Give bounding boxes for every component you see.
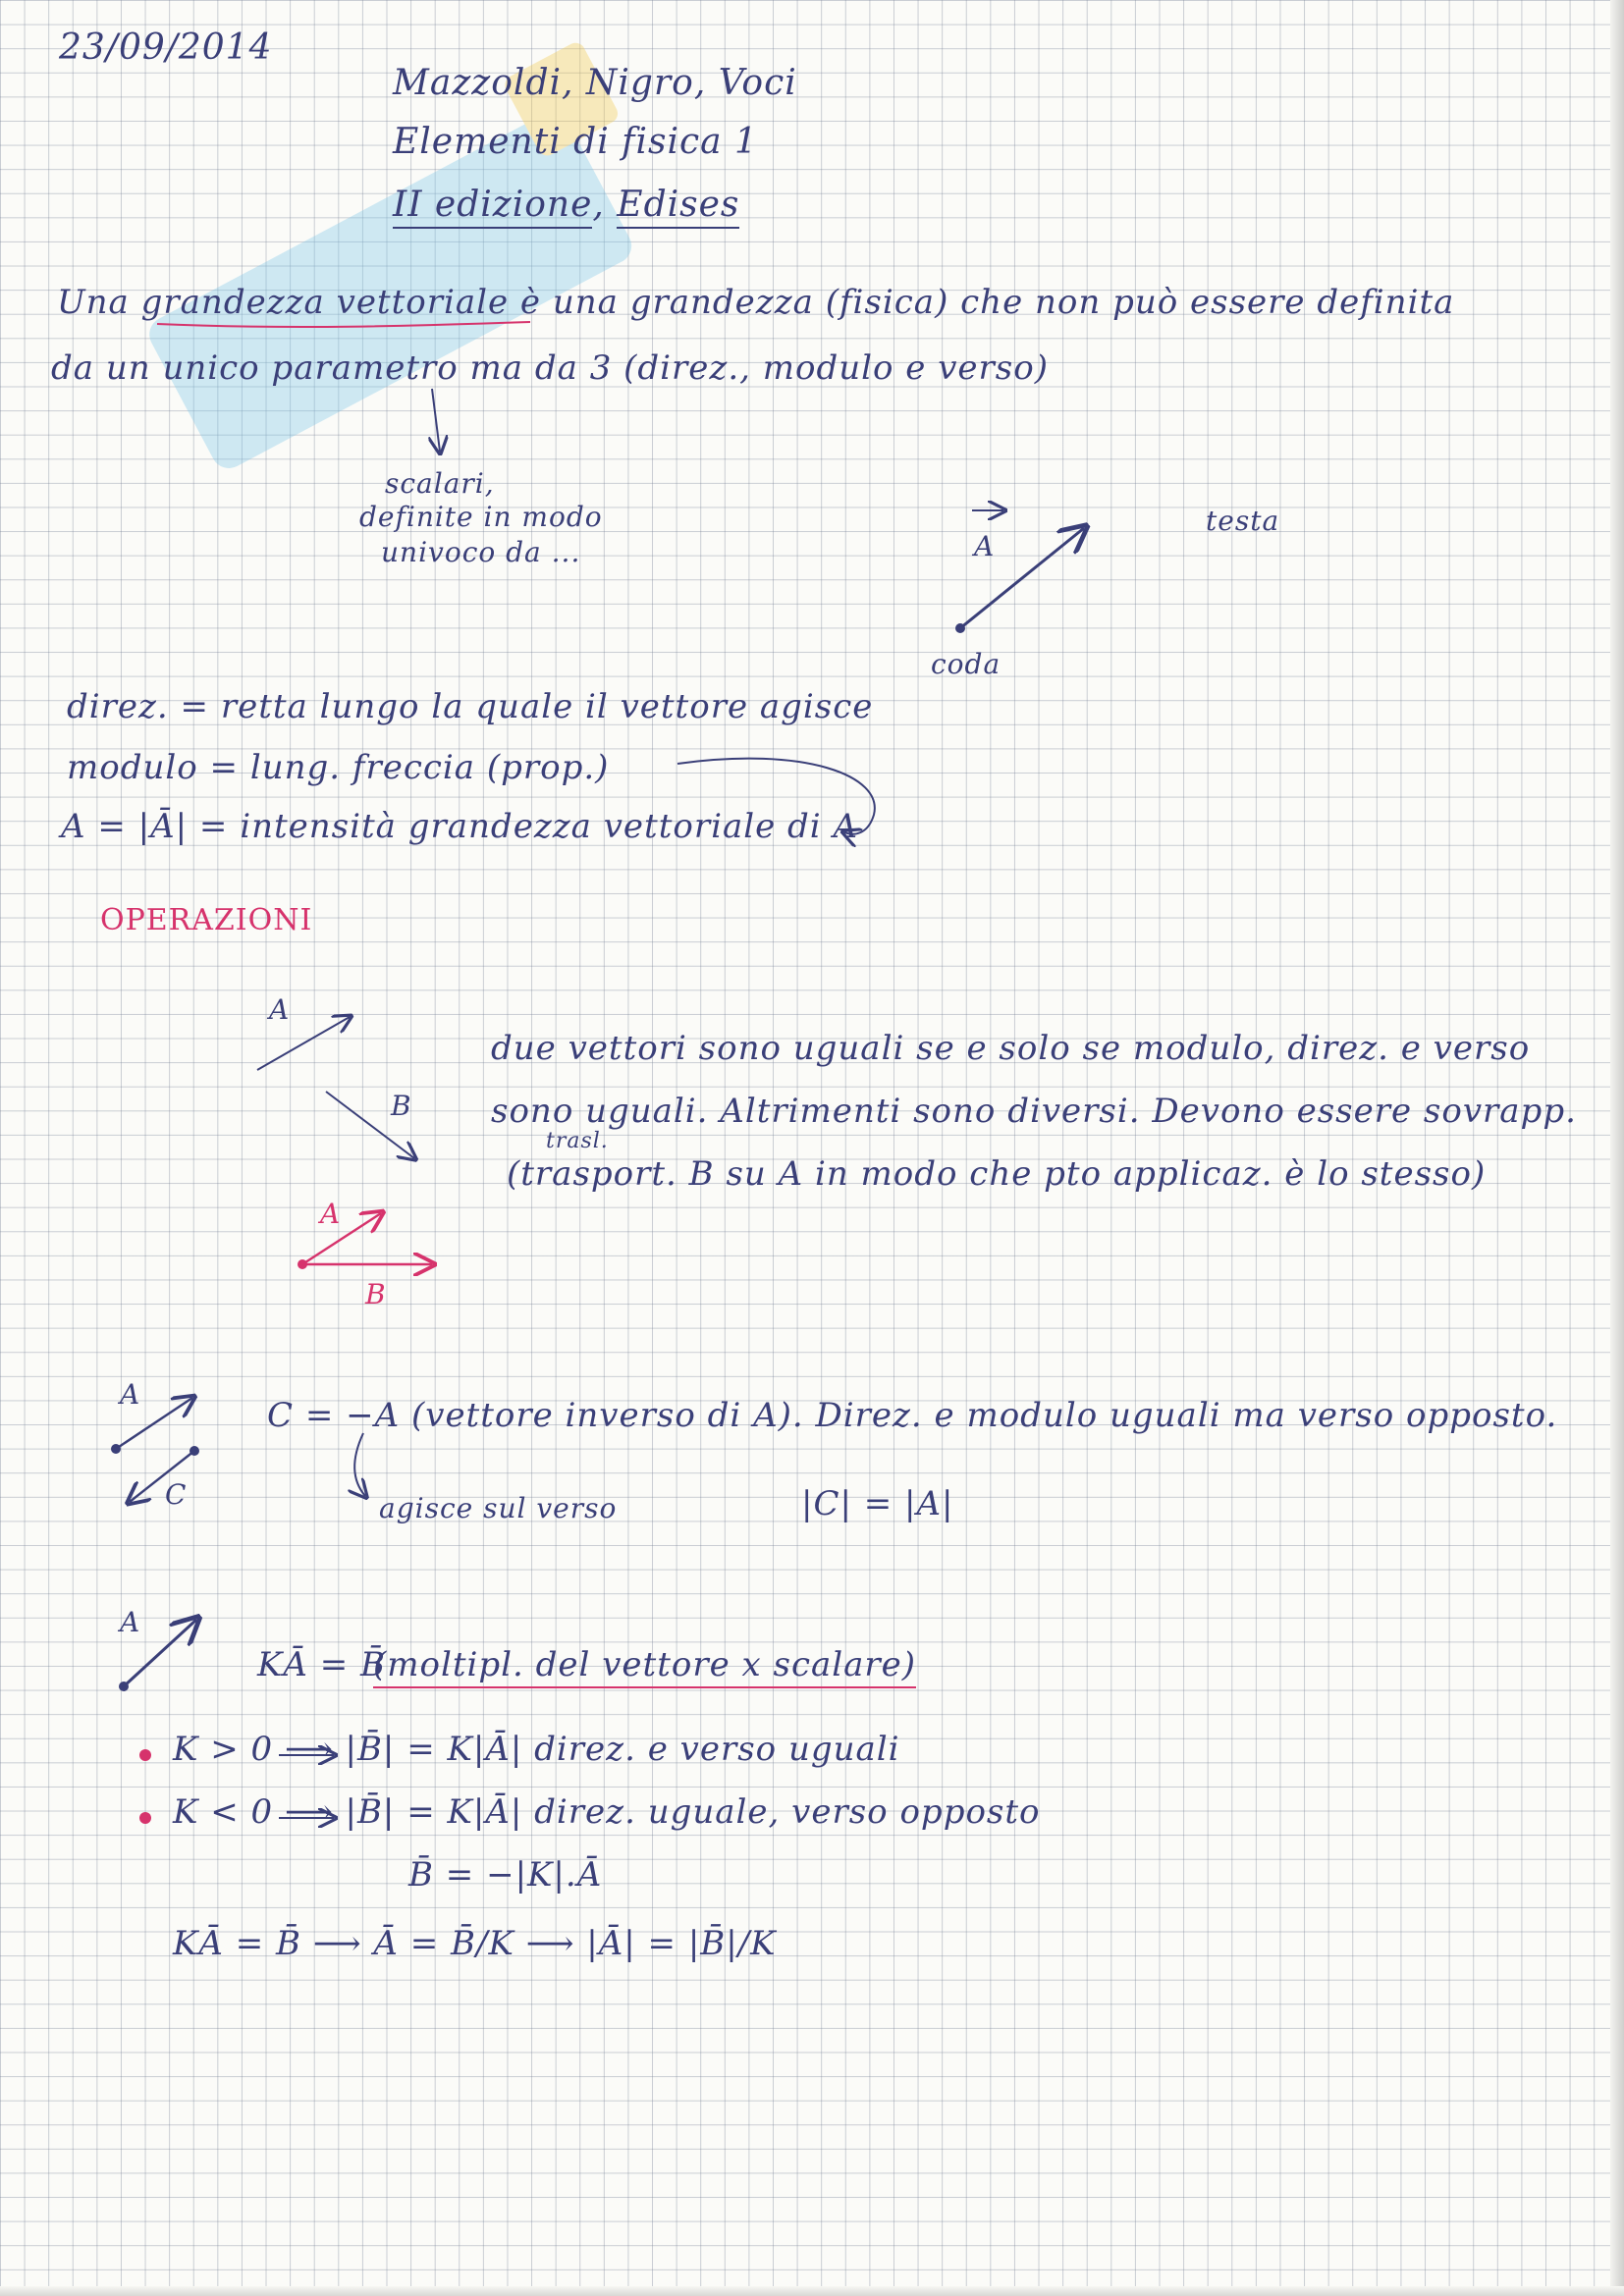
- direz-definition: direz. = retta lungo la quale il vettore agisce: [67, 687, 874, 726]
- intensita-definition: A = |Ā| = intensità grandezza vettoriale di A: [61, 807, 859, 846]
- equality-label-a: A: [269, 993, 291, 1026]
- scalari-note-2: definite in modo: [359, 501, 603, 533]
- scalar-formula: KĀ = B̄: [257, 1645, 387, 1684]
- eq-vector-a: [257, 1017, 350, 1070]
- scalar-label-a: A: [120, 1606, 141, 1638]
- vector-a-sketch: [960, 528, 1084, 628]
- scalar-vector-a: [124, 1620, 196, 1686]
- inverse-formula: C = −A (vettore inverso di A). Direz. e modulo uguali ma verso opposto.: [267, 1396, 1558, 1435]
- inv-vector-a: [116, 1398, 192, 1449]
- underline-grandezza: [157, 322, 530, 327]
- scalar-case-2: K < 0 ⟶ |B̄| = K|Ā| direz. uguale, verso opposto: [173, 1792, 1041, 1832]
- equality-label-b2: B: [365, 1278, 387, 1310]
- equality-trasl-note: trasl.: [546, 1129, 609, 1153]
- equality-line-3: (trasport. B su A in modo che pto applicaz. è lo stesso): [507, 1154, 1487, 1194]
- vector-a-tail-dot: [955, 623, 965, 633]
- vector-head-label: testa: [1206, 505, 1280, 537]
- scalari-note-3: univoco da ...: [381, 536, 581, 568]
- equality-line-2: sono uguali. Altrimenti sono diversi. Devono essere sovrapp.: [491, 1092, 1577, 1131]
- scalari-note-1: scalari,: [385, 467, 495, 500]
- book-title: Elementi di fisica 1: [393, 122, 758, 162]
- book-edition: II edizione, Edises: [393, 185, 739, 225]
- inverse-note: agisce sul verso: [379, 1492, 618, 1524]
- modulo-curve-arrow: [677, 759, 875, 834]
- inverse-modulus: |C| = |A|: [801, 1484, 954, 1523]
- modulo-definition: modulo = lung. freccia (prop.): [67, 748, 610, 787]
- equality-label-a2: A: [320, 1198, 342, 1230]
- definition-line-1: Una grandezza vettoriale è una grandezza (fisica) che non può essere definita: [57, 283, 1455, 322]
- equality-label-b: B: [391, 1090, 412, 1122]
- vector-label-a: A: [974, 530, 996, 562]
- inverse-note-arrow: [354, 1433, 365, 1496]
- operations-title: OPERAZIONI: [100, 903, 313, 937]
- scalar-mult-title: (moltipl. del vettore x scalare): [373, 1645, 916, 1684]
- equality-line-1: due vettori sono uguali se e solo se modulo, direz. e verso: [491, 1029, 1531, 1068]
- date: 23/09/2014: [59, 27, 273, 68]
- eq-vector-a2: [302, 1213, 381, 1264]
- inverse-label-c: C: [165, 1478, 188, 1511]
- scalar-case-1: K > 0 ⟶ |B̄| = K|Ā| direz. e verso uguali: [173, 1730, 900, 1769]
- publisher-text: Edises: [617, 185, 739, 229]
- inverse-label-a: A: [120, 1378, 141, 1411]
- inv-vector-c: [130, 1451, 194, 1502]
- edition-text: II edizione: [393, 185, 592, 229]
- book-authors: Mazzoldi, Nigro, Voci: [393, 63, 797, 103]
- scalar-case-2b: B̄ = −|K|.Ā: [408, 1855, 603, 1895]
- scalari-arrow: [432, 389, 440, 452]
- eq-vector-b: [326, 1092, 414, 1158]
- definition-line-2: da un unico parametro ma da 3 (direz., modulo e verso): [51, 348, 1049, 388]
- vector-tail-label: coda: [931, 648, 1001, 680]
- scalar-final-formula: KĀ = B̄ ⟶ Ā = B̄/K ⟶ |Ā| = |B̄|/K: [173, 1924, 777, 1963]
